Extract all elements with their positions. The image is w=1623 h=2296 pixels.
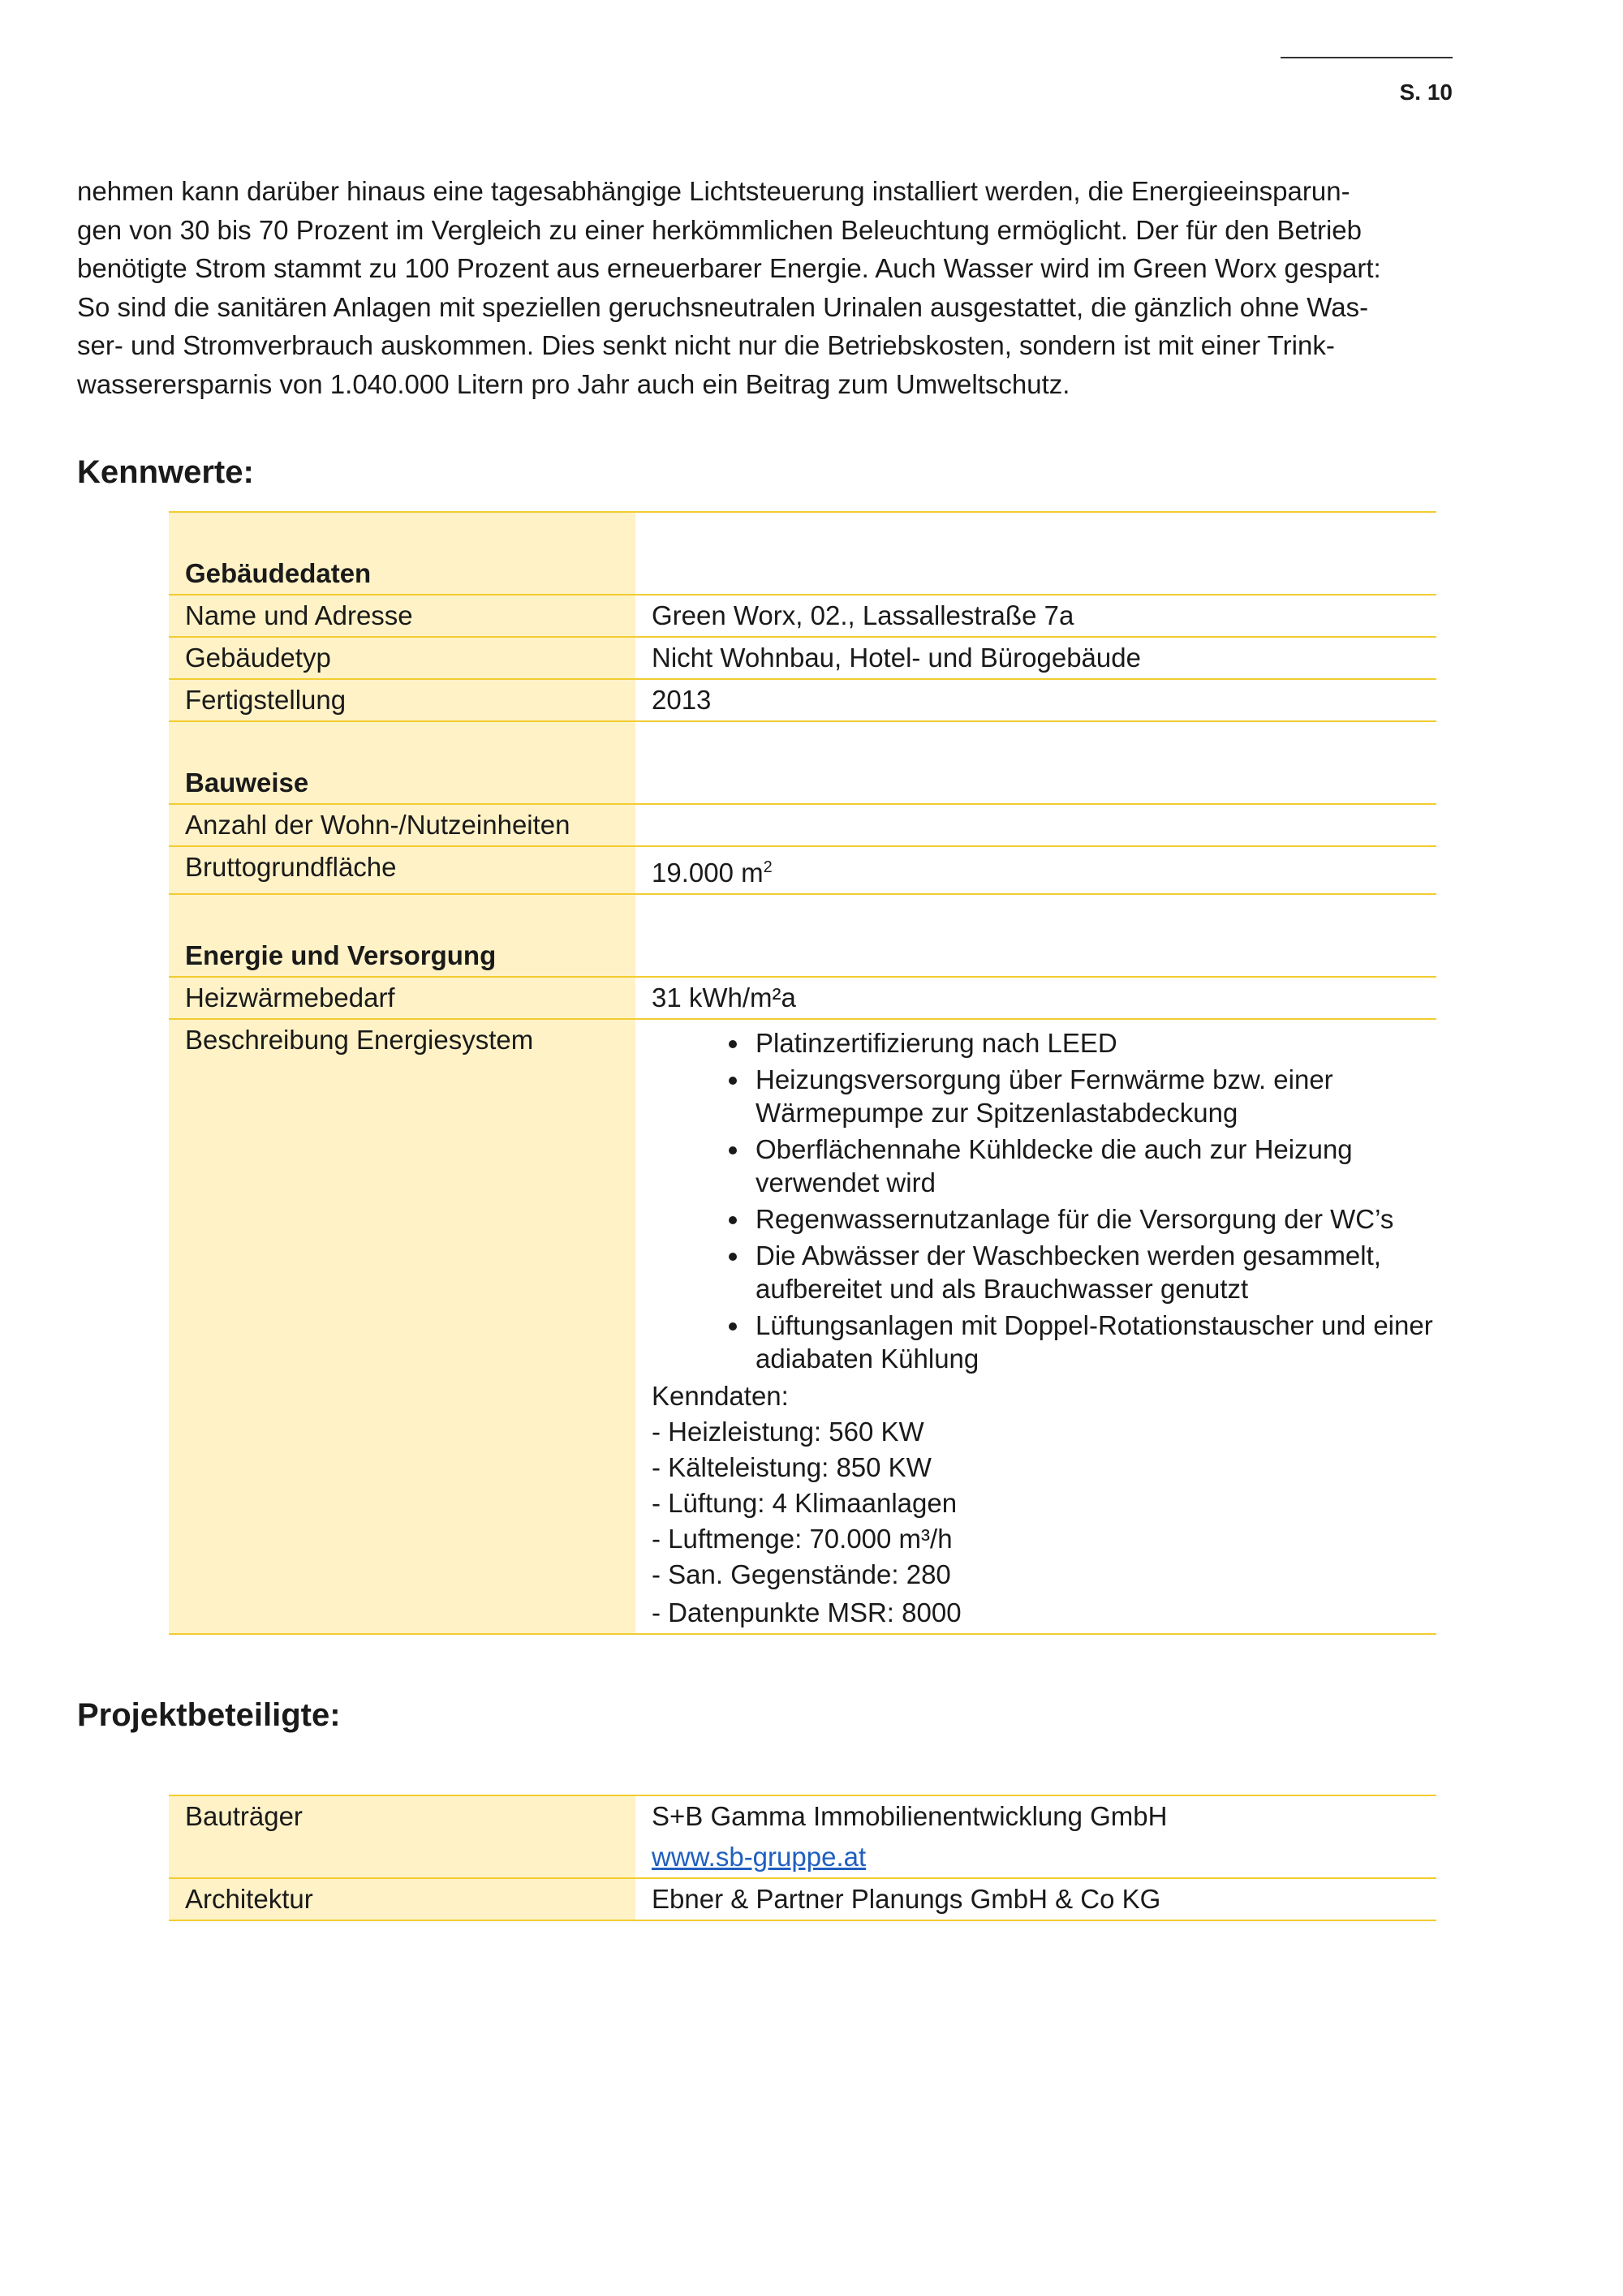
- table-row: [169, 846, 1436, 894]
- energiesystem-description: [635, 1019, 1436, 1634]
- list-item: • Heizungsversorgung über Fernwärme bzw. einer Wärmepumpe zur Spitzenlastabdeckung: [751, 1063, 1436, 1129]
- section-row-energie: [169, 935, 1436, 977]
- kenndaten-title: Kenndaten:: [652, 1381, 789, 1411]
- intro-line: So sind die sanitären Anlagen mit speziellen geruchsneutralen Urinalen ausgestattet, die gänzlich ohne Was-: [77, 291, 1369, 322]
- energiesystem-bullet-list: [652, 1026, 1436, 1375]
- row-label: Beschreibung Energiesystem: [169, 1019, 635, 1634]
- intro-line: nehmen kann darüber hinaus eine tagesabhängige Lichtsteuerung installiert werden, die Energieeinsparun-: [77, 176, 1350, 206]
- intro-line: wasserersparnis von 1.040.000 Litern pro Jahr auch ein Beitrag zum Umweltschutz.: [77, 368, 1070, 399]
- row-label: Bauträger: [169, 1795, 635, 1878]
- section-title-gebaeudedaten: Gebäudedaten: [169, 553, 635, 595]
- intro-line: benötigte Strom stammt zu 100 Prozent aus erneuerbarer Energie. Auch Wasser wird im Green Worx gespart:: [77, 253, 1381, 283]
- intro-line: ser- und Stromverbrauch auskommen. Dies senkt nicht nur die Betriebskosten, sondern ist mit einer Trink-: [77, 330, 1335, 360]
- projektbeteiligte-table: [169, 1795, 1436, 1921]
- intro-paragraph: [77, 172, 1457, 403]
- row-label: Name und Adresse: [169, 595, 635, 637]
- row-label: Bruttogrundfläche: [169, 846, 635, 894]
- table-row: [169, 977, 1436, 1019]
- row-value: [635, 1795, 1436, 1878]
- empty-cell: [635, 553, 1436, 595]
- intro-line: gen von 30 bis 70 Prozent im Vergleich zu einer herkömmlichen Beleuchtung ermöglicht. Der für den Betrieb: [77, 214, 1363, 245]
- kenndaten-item: - Luftmenge: 70.000 m³/h: [652, 1524, 953, 1554]
- bgf-superscript: 2: [763, 858, 773, 876]
- table-row: [169, 1795, 1436, 1878]
- table-row: [169, 595, 1436, 637]
- spacer-cell: [169, 894, 635, 935]
- spacer-cell: [169, 721, 635, 763]
- section-row-gebaeudedaten: [169, 553, 1436, 595]
- row-value: [635, 846, 1436, 894]
- spacer-cell: [169, 512, 635, 553]
- bautraeger-name: S+B Gamma Immobilienentwicklung GmbH: [652, 1801, 1168, 1831]
- row-value: Green Worx, 02., Lassallestraße 7a: [635, 595, 1436, 637]
- header-rule: [1281, 57, 1453, 58]
- section-row-bauweise: [169, 763, 1436, 804]
- row-value: [635, 804, 1436, 846]
- empty-cell: [635, 763, 1436, 804]
- kenndaten-item: - Kälteleistung: 850 KW: [652, 1452, 932, 1482]
- list-item: • Platinzertifizierung nach LEED: [751, 1026, 1436, 1060]
- table-spacer-row: [169, 512, 1436, 553]
- table-spacer-row: [169, 894, 1436, 935]
- row-value: 31 kWh/m²a: [635, 977, 1436, 1019]
- row-label: Anzahl der Wohn-/Nutzeinheiten: [169, 804, 635, 846]
- row-value: Nicht Wohnbau, Hotel- und Bürogebäude: [635, 637, 1436, 679]
- table-row: [169, 637, 1436, 679]
- row-label: Architektur: [169, 1878, 635, 1920]
- list-item: • Oberflächennahe Kühldecke die auch zur Heizung verwendet wird: [751, 1133, 1436, 1199]
- bautraeger-website-link[interactable]: www.sb-gruppe.at: [652, 1842, 867, 1872]
- spacer-cell: [635, 894, 1436, 935]
- spacer-cell: [635, 512, 1436, 553]
- list-item: • Lüftungsanlagen mit Doppel-Rotationstauscher und einer adiabaten Kühlung: [751, 1309, 1436, 1375]
- table-spacer-row: [169, 721, 1436, 763]
- kenndaten-item: - Datenpunkte MSR: 8000: [652, 1597, 962, 1627]
- table-row: [169, 1878, 1436, 1920]
- section-title-energie: Energie und Versorgung: [169, 935, 635, 977]
- row-label: Gebäudetyp: [169, 637, 635, 679]
- list-item: • Die Abwässer der Waschbecken werden gesammelt, aufbereitet und als Brauchwasser genutzt: [751, 1239, 1436, 1305]
- page-number: S. 10: [1399, 80, 1453, 105]
- table-row: [169, 1019, 1436, 1634]
- row-label: Heizwärmebedarf: [169, 977, 635, 1019]
- bgf-value: 19.000 m: [652, 858, 764, 888]
- kennwerte-table: [169, 511, 1436, 1635]
- row-value: 2013: [635, 679, 1436, 721]
- row-value: Ebner & Partner Planungs GmbH & Co KG: [635, 1878, 1436, 1920]
- spacer-cell: [635, 721, 1436, 763]
- row-label: Fertigstellung: [169, 679, 635, 721]
- kenndaten-item: - Lüftung: 4 Klimaanlagen: [652, 1488, 958, 1518]
- section-title-bauweise: Bauweise: [169, 763, 635, 804]
- table-row: [169, 679, 1436, 721]
- kenndaten-item: - Heizleistung: 560 KW: [652, 1417, 924, 1447]
- table-row: [169, 804, 1436, 846]
- list-item: • Regenwassernutzanlage für die Versorgung der WC’s: [751, 1202, 1436, 1236]
- projektbeteiligte-heading: Projektbeteiligte:: [77, 1697, 341, 1733]
- kenndaten-item: - San. Gegenstände: 280: [652, 1559, 951, 1589]
- kennwerte-heading: Kennwerte:: [77, 454, 254, 490]
- empty-cell: [635, 935, 1436, 977]
